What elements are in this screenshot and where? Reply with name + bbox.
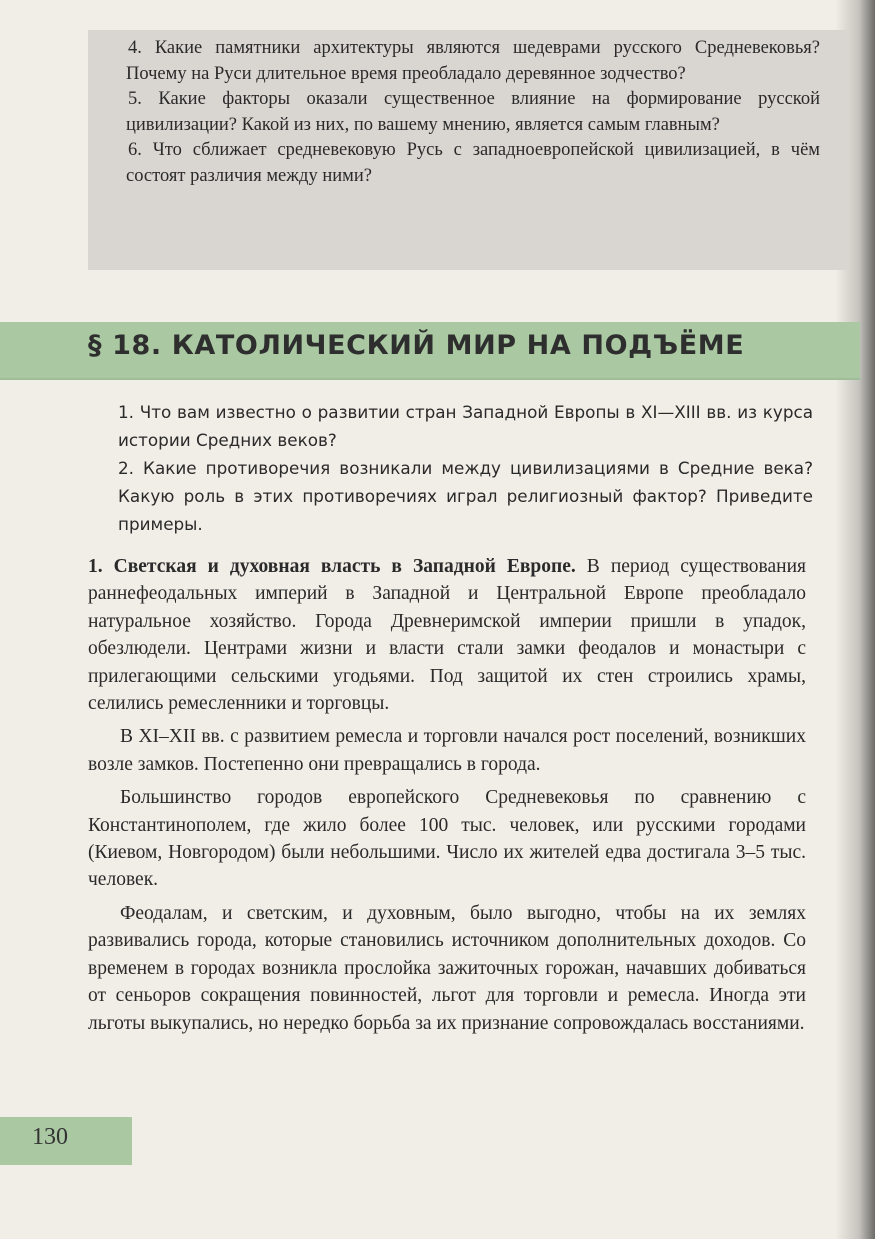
page-number: 130 [32, 1124, 68, 1150]
review-questions-list [88, 30, 848, 189]
paragraph-1-text: В период существования раннефеодальных империй в Западной и Центральной Европе преобладало натуральное хозяйство. Города Древнеримской империи пришли в упадок, обезлюдели. Центрами жизни и власти стали замки феодалов и монастыри с прилегающими сельскими угодьями. Под защитой их стен строились храмы, селились ремесленники и торговцы. [88, 556, 806, 715]
paragraph-3: Большинство городов европейского Средневековья по сравнению с Константинополем, где жило более 100 тыс. человек, или русскими городами (Киевом, Новгородом) были небольшими. Число их жителей едва достигала 3–5 тыс. человек. [88, 787, 806, 891]
review-question-6: 6. Что сближает средневековую Русь с западноевропейской цивилизацией, в чём состоят различия между ними? [126, 140, 820, 186]
paragraph-1 [88, 553, 806, 717]
subheading: 1. Светская и духовная власть в Западной Европе. [88, 556, 576, 577]
body-text [88, 553, 806, 1043]
review-question-4: 4. Какие памятники архитектуры являются шедеврами русского Средневековья? Почему на Руси длительное время преобладало деревянное зодчество? [126, 38, 820, 84]
prereq-question-1: 1. Что вам известно о развитии стран Западной Европы в XI—XIII вв. из курса истории Средних веков? [118, 402, 813, 450]
paragraph-4: Феодалам, и светским, и духовным, было выгодно, чтобы на их землях развивались города, которые становились источником дополнительных доходов. Со временем в городах возникла прослойка зажиточных горожан, начавших добиваться от сеньоров сокращения повинностей, льгот для торговли и ремесла. Иногда эти льготы выкупались, но нередко борьба за их признание сопровождалась восстаниями. [88, 902, 806, 1034]
prereq-question-2: 2. Какие противоречия возникали между цивилизациями в Средние века? Какую роль в этих противоречиях играл религиозный фактор? Приведите примеры. [118, 458, 813, 534]
prereq-questions-list [118, 398, 813, 538]
review-questions-box [88, 30, 848, 270]
paragraph-2: В XI–XII вв. с развитием ремесла и торговли начался рост поселений, возникших возле замков. Постепенно они превращались в города. [88, 726, 806, 775]
review-question-5: 5. Какие факторы оказали существенное влияние на формирование русской цивилизации? Какой из них, по вашему мнению, является самым главным? [126, 89, 820, 135]
section-title: § 18. КАТОЛИЧЕСКИЙ МИР НА ПОДЪЁМЕ [88, 330, 745, 361]
